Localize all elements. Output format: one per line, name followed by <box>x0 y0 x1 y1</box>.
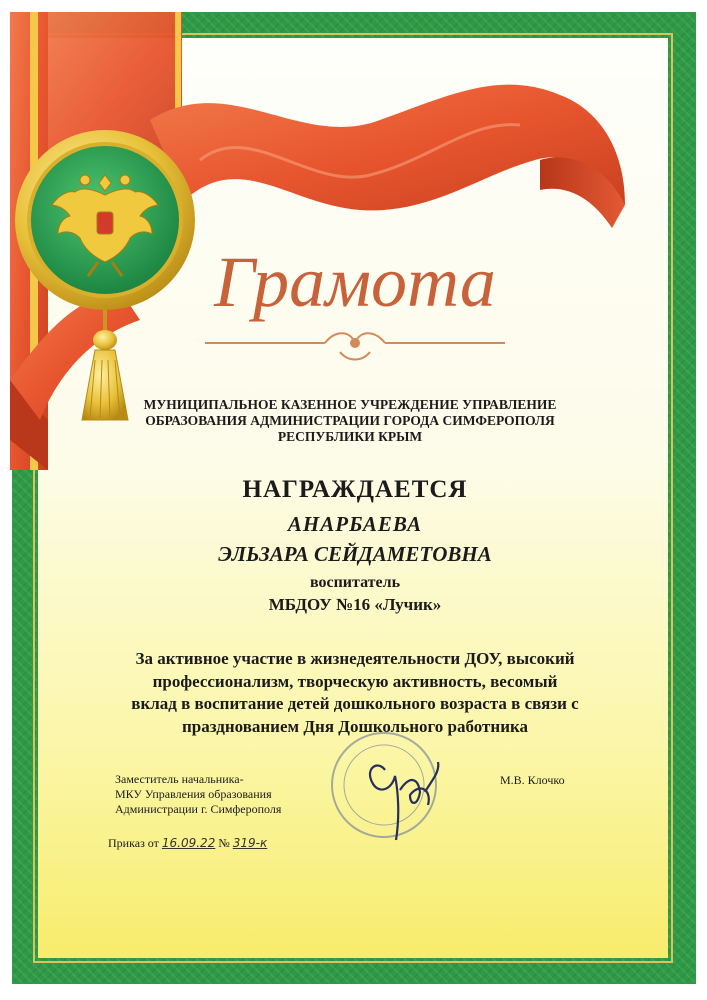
certificate-title <box>200 228 510 328</box>
recipient-given-names: ЭЛЬЗАРА СЕЙДАМЕТОВНА <box>218 542 492 566</box>
awarded-label: НАГРАЖДАЕТСЯ <box>242 476 468 503</box>
medallion <box>15 130 195 310</box>
order-label: Приказ от <box>108 836 159 850</box>
order-reference <box>108 836 408 851</box>
organization-name: МУНИЦИПАЛЬНОЕ КАЗЕННОЕ УЧРЕЖДЕНИЕ УПРАВЛЕНИЕ ОБРАЗОВАНИЯ АДМИНИСТРАЦИИ ГОРОДА СИМФЕРОПОЛЯ РЕСПУБЛИКИ КРЫМ <box>143 397 557 444</box>
recipient-organization: МБДОУ №16 «Лучик» <box>268 595 442 614</box>
award-reason: За активное участие в жизнедеятельности ДОУ, высокий профессионализм, творческую активность, весомый вклад в воспитание детей дошкольного возраста в связи с празднованием Дня Дошкольного работника <box>131 649 579 736</box>
order-date: 16.09.22 <box>161 836 216 850</box>
handwritten-signature <box>370 762 438 840</box>
signer-name: М.В. Клочко <box>500 773 565 787</box>
recipient-surname: АНАРБАЕВА <box>287 512 423 536</box>
svg-text:Грамота: Грамота <box>214 242 496 322</box>
recipient-position: воспитатель <box>309 574 401 591</box>
title-flourish <box>205 333 505 359</box>
order-number-label: № <box>218 836 230 850</box>
signer-title: Заместитель начальника- МКУ Управления образования Администрации г. Симферополя <box>115 772 282 816</box>
order-number: 319-к <box>232 836 268 850</box>
